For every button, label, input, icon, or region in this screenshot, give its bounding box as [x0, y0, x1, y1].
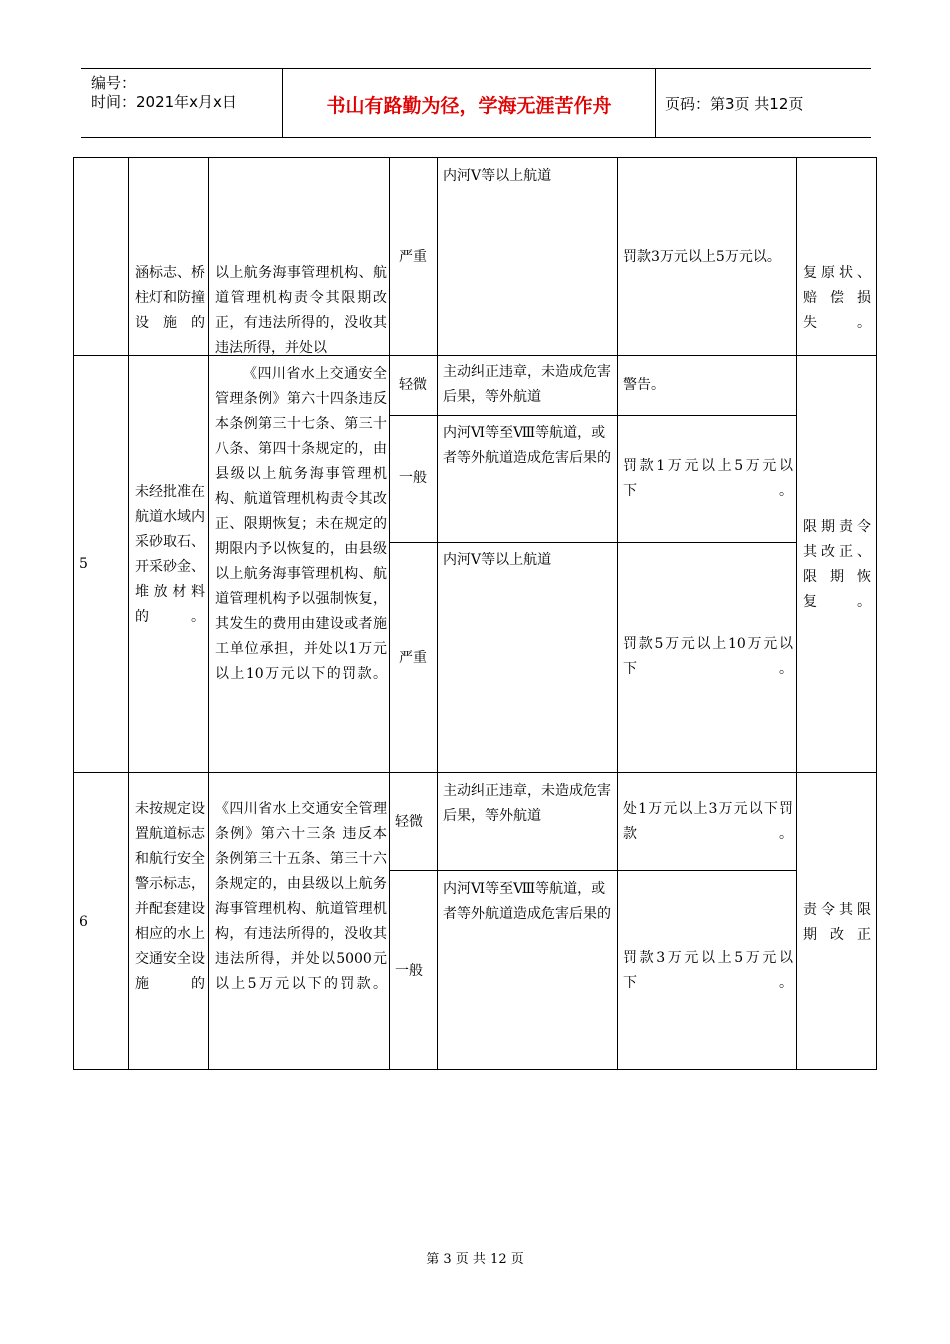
table-border-left — [73, 157, 74, 1070]
col-divider-5 — [617, 157, 618, 1070]
row-a-penalty: 罚款3万元以上5万元以。 — [623, 249, 781, 265]
row-a-condition: 内河Ⅴ等以上航道 — [443, 168, 552, 184]
row-5-penalty-3: 罚款5万元以上10万元以下。 — [623, 636, 793, 677]
page-footer: 第 3 页 共 12 页 — [426, 1252, 524, 1267]
row-a-act: 涵标志、桥柱灯和防撞设施的 — [135, 265, 205, 331]
row-5-penalty-1: 警告。 — [623, 377, 665, 393]
row-5-basis: 《四川省水上交通安全管理条例》第六十四条违反本条例第三十七条、第三十八条、第四十条规定的，由县级以上航务海事管理机构、航道管理机构责令其改正、限期恢复；未在规定的期限内予以恢复的，由县级以上航务海事管理机构、航道管理机构予以强制恢复，其发生的费用由建设或者施工单位承担，并处以1万元以上10万元以下的罚款。 — [215, 366, 387, 682]
header-meta — [81, 69, 281, 137]
row-5-condition-3: 内河Ⅴ等以上航道 — [443, 552, 552, 568]
col-divider-1 — [128, 157, 129, 1070]
row-a-remedy: 复原状、赔偿损失。 — [803, 265, 871, 331]
page-header — [81, 68, 871, 138]
table-border-right — [876, 157, 877, 1070]
row-5-condition-2: 内河Ⅵ等至Ⅷ等航道，或者等外航道造成危害后果的 — [443, 425, 611, 466]
row-6-level-1: 轻微 — [395, 814, 423, 830]
row-5-number: 5 — [79, 556, 88, 572]
col-divider-6 — [796, 157, 797, 1070]
row-6-remedy: 责令其限期改正 — [803, 902, 871, 943]
header-motto-cell — [282, 69, 656, 137]
col-divider-4 — [437, 157, 438, 1070]
row-6-number: 6 — [79, 914, 88, 930]
subrow-divider-3 — [389, 870, 797, 871]
header-page-cell — [655, 69, 871, 137]
penalty-table — [73, 157, 877, 1070]
document-time-label: 时间：2021年x月x日 — [91, 93, 237, 111]
row-6-penalty-1: 处1万元以上3万元以下罚款。 — [623, 801, 793, 842]
table-border-bottom — [73, 1069, 877, 1070]
row-5-level-1: 轻微 — [399, 377, 427, 393]
row-6-level-2: 一般 — [395, 963, 423, 979]
table-border-top — [73, 157, 877, 158]
subrow-divider-2 — [389, 542, 797, 543]
row-6-penalty-2: 罚款3万元以上5万元以下。 — [623, 950, 793, 991]
header-page-info: 页码：第3页 共12页 — [665, 95, 804, 113]
row-6-basis: 《四川省水上交通安全管理条例》第六十三条 违反本条例第三十五条、第三十六条规定的，由县级以上航务海事管理机构、航道管理机构，有违法所得的，没收其违法所得，并处以5000元以上5万元以下的罚款。 — [215, 801, 387, 992]
row-a-level: 严重 — [399, 249, 427, 265]
col-divider-3 — [389, 157, 390, 1070]
subrow-divider-1 — [389, 415, 797, 416]
row-5-level-3: 严重 — [399, 650, 427, 666]
row-5-remedy: 限期责令其改正、限期恢复。 — [803, 519, 871, 610]
row-divider-2 — [73, 772, 877, 773]
row-a-basis: 以上航务海事管理机构、航道管理机构责令其限期改正，有违法所得的，没收其违法所得，并处以 — [215, 265, 387, 356]
row-6-act: 未按规定设置航道标志和航行安全警示标志，并配套建设相应的水上交通安全设施的 — [135, 801, 205, 992]
row-6-condition-2: 内河Ⅵ等至Ⅷ等航道，或者等外航道造成危害后果的 — [443, 881, 611, 922]
row-5-act: 未经批准在航道水域内采砂取石、开采砂金、堆放材料的。 — [135, 484, 205, 625]
header-motto: 书山有路勤为径，学海无涯苦作舟 — [326, 95, 612, 117]
document-number-label: 编号： — [91, 74, 137, 92]
col-divider-2 — [208, 157, 209, 1070]
row-5-level-2: 一般 — [399, 470, 427, 486]
row-6-condition-1: 主动纠正违章，未造成危害后果，等外航道 — [443, 783, 611, 824]
row-divider-1 — [73, 355, 877, 356]
row-5-penalty-2: 罚款1万元以上5万元以下。 — [623, 458, 793, 499]
row-5-condition-1: 主动纠正违章，未造成危害后果，等外航道 — [443, 364, 611, 405]
